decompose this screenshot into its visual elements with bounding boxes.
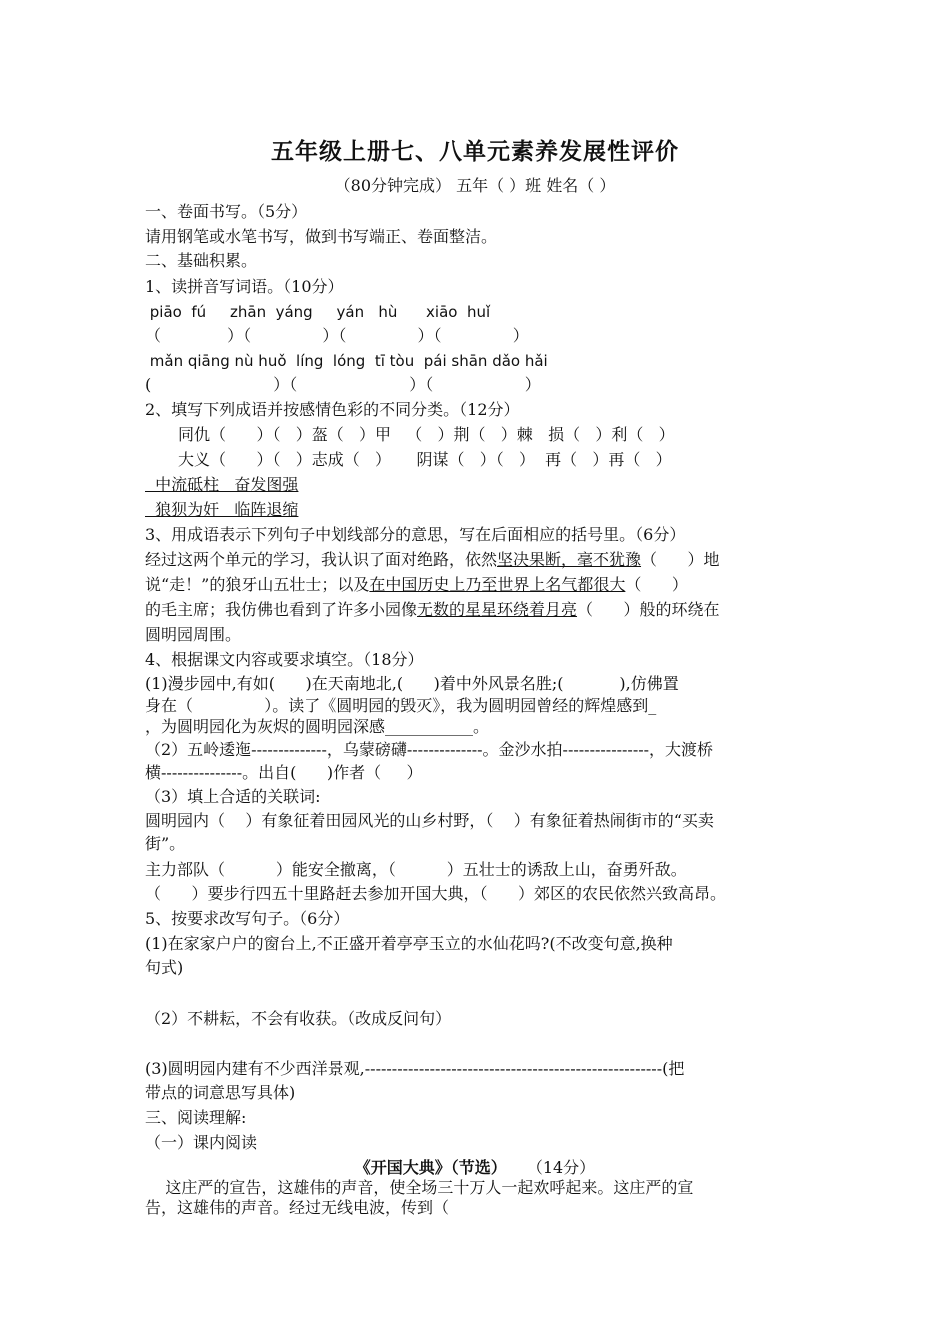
passage-line1: 这庄严的宣告，这雄伟的声音，使全场三十万人一起欢呼起来。这庄严的宣 — [145, 1178, 694, 1197]
q3-line1 — [145, 549, 720, 571]
q3-line2-underlined: 在中国历史上乃至世界上名气都很大 — [369, 575, 626, 594]
q2-row2[interactable]: 大义（ ）（ ）志成（ ） 阴谋（ ）（ ） 再（ ）再（ ） — [178, 450, 672, 469]
q4-p2-line1[interactable]: （2）五岭逶迤--------------，乌蒙磅礴--------------。金沙水拍----------------，大渡桥 — [145, 740, 714, 759]
q3-heading: 3、用成语表示下列句子中划线部分的意思，写在后面相应的括号里。（6分） — [145, 525, 686, 544]
q4-p3-line3[interactable]: 主力部队（ ）能安全撤离，（ ）五壮士的诱敌上山，奋勇歼敌。 — [145, 860, 687, 879]
q3-line3-pre: 的毛主席；我仿佛也看到了许多小园像 — [145, 600, 418, 619]
exam-subtitle: （80分钟完成） 五年（ ）班 姓名（ ） — [334, 176, 616, 195]
passage-line2: 告，这雄伟的声音。经过无线电波，传到（ — [145, 1198, 450, 1217]
q5-s1-line1: (1)在家家户户的窗台上,不正盛开着亭亭玉立的水仙花吗?(不改变句意,换种 — [145, 934, 673, 953]
q4-p1-line1[interactable]: (1)漫步园中,有如( )在天南地北,( )着中外风景名胜;( ),仿佛置 — [145, 674, 679, 693]
q3-line3-post[interactable]: （ ）般的环绕在 — [577, 600, 720, 619]
q1-blanks-row2[interactable]: ( ）（ ）（ ） — [145, 375, 541, 394]
q3-line1-underlined: 坚决果断，毫不犹豫 — [497, 550, 642, 569]
q4-heading: 4、根据课文内容或要求填空。（18分） — [145, 650, 424, 669]
q1-pinyin-row2: mǎn qiāng nù huǒ líng lóng tī tòu pái shān dǎo hǎi — [145, 352, 548, 370]
q1-blanks-row1[interactable]: （ ）（ ）（ ）（ ） — [145, 326, 529, 345]
q3-line2 — [145, 574, 688, 596]
q3-line4: 圆明园周围。 — [145, 625, 242, 644]
q4-p1-line3-post: 。 — [473, 717, 490, 736]
section3-sub1: （一）课内阅读 — [145, 1133, 258, 1152]
q2-heading: 2、填写下列成语并按感情色彩的不同分类。（12分） — [145, 400, 520, 419]
q5-s2: （2）不耕耘，不会有收获。（改成反问句） — [145, 1009, 452, 1028]
q4-p1-line2[interactable]: 身在（ ）。读了《圆明园的毁灭》，我为圆明园曾经的辉煌感到_ — [145, 696, 657, 715]
q4-p3-line1[interactable]: 圆明园内（ ）有象征着田园风光的山乡村野，（ ）有象征着热闹街市的“买卖 — [145, 811, 714, 830]
passage-title: 《开国大典》（节选） — [354, 1158, 507, 1177]
page-title: 五年级上册七、八单元素养发展性评价 — [271, 138, 679, 165]
q3-line3-underlined: 无数的星星环绕着月亮 — [417, 600, 578, 619]
q4-p1-line3-pre: ，为圆明园化为灰烬的圆明园深感 — [145, 717, 386, 736]
q3-line2-post[interactable]: （ ） — [625, 575, 688, 594]
q5-s3-line1[interactable]: (3)圆明园内建有不少西洋景观,-------------------------------------------------------(把 — [145, 1059, 685, 1078]
q4-p1-line3 — [145, 716, 489, 738]
q4-p2-line2[interactable]: 横---------------。出自( )作者（ ） — [145, 763, 423, 782]
q5-heading: 5、按要求改写句子。（6分） — [145, 909, 350, 928]
section1-heading: 一、卷面书写。（5分） — [145, 202, 308, 221]
section3-heading: 三、阅读理解: — [145, 1108, 247, 1127]
q1-heading: 1、读拼音写词语。（10分） — [145, 277, 344, 296]
q2-row4: 狼狈为奸 临阵退缩 — [145, 500, 299, 519]
q3-line1-post[interactable]: （ ）地 — [641, 550, 720, 569]
q5-s3-line2: 带点的词意思写具体) — [145, 1083, 296, 1102]
q5-s1-line2: 句式) — [145, 958, 184, 977]
q4-p1-line3-blank[interactable]: ___________ — [385, 717, 474, 736]
q4-p3-line4[interactable]: （ ）要步行四五十里路赶去参加开国大典，（ ）郊区的农民依然兴致高昂。 — [145, 884, 727, 903]
q2-row3: 中流砥柱 奋发图强 — [145, 475, 299, 494]
passage-title-row — [0, 1157, 950, 1179]
q4-p3-line2: 街”。 — [145, 834, 186, 853]
q2-row1[interactable]: 同仇（ ）（ ）盔（ ）甲 （ ）荆（ ）棘 损（ ）利（ ） — [178, 425, 675, 444]
section1-text: 请用钢笔或水笔书写，做到书写端正、卷面整洁。 — [145, 227, 498, 246]
q3-line2-pre: 说“走！”的狼牙山五壮士；以及 — [145, 575, 370, 594]
q1-pinyin-row1: piāo fú zhān yáng yán hù xiāo huǐ — [145, 303, 491, 321]
q4-p3-heading: （3）填上合适的关联词: — [145, 787, 321, 806]
section2-heading: 二、基础积累。 — [145, 251, 258, 270]
passage-score: （14分） — [534, 1158, 596, 1177]
q3-line1-pre: 经过这两个单元的学习，我认识了面对绝路，依然 — [145, 550, 498, 569]
q3-line3 — [145, 599, 720, 621]
